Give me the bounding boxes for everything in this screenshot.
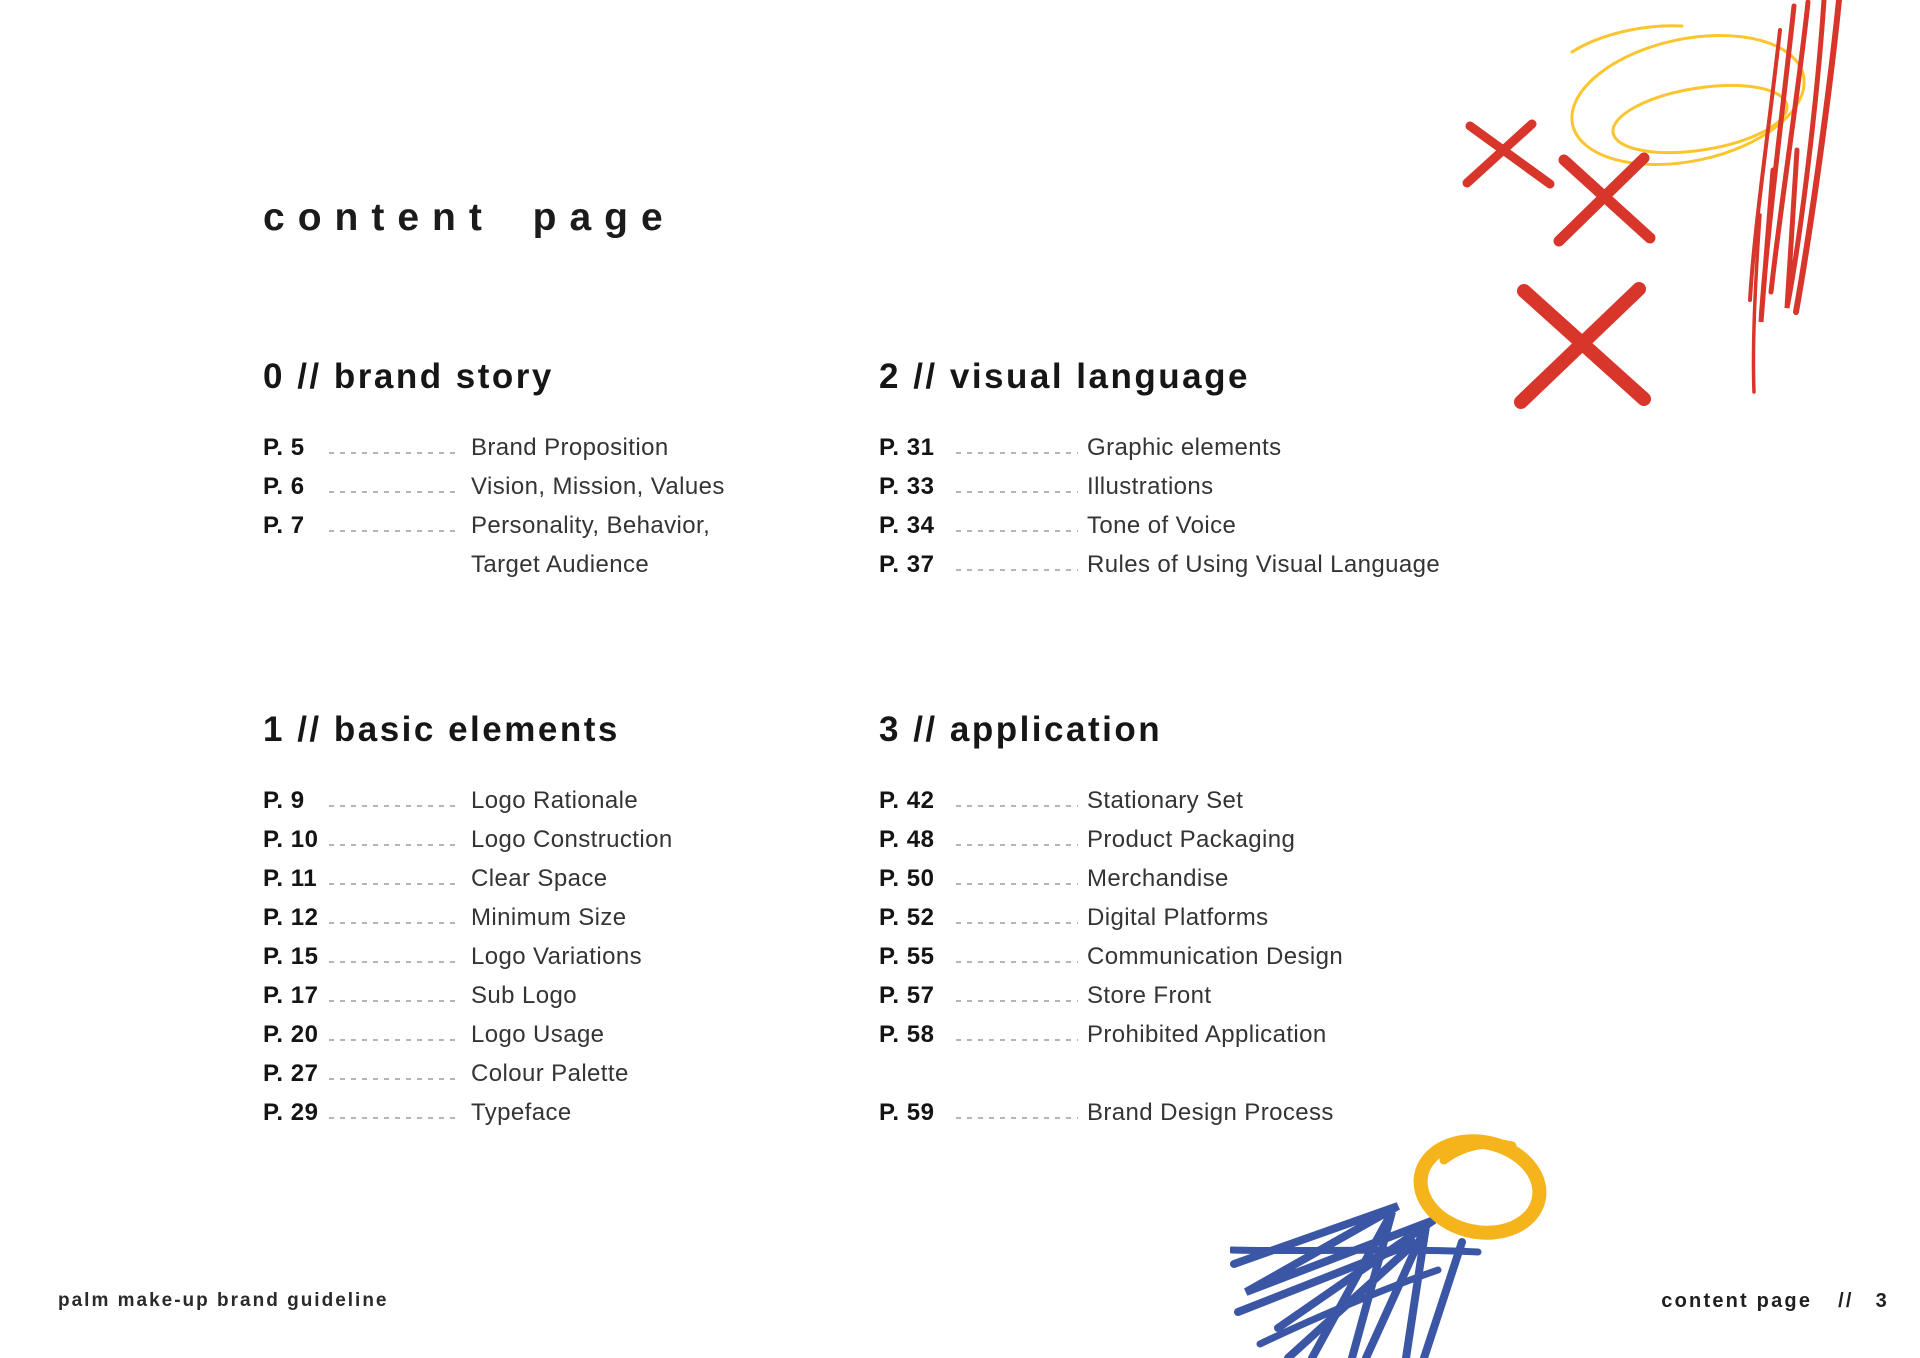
toc-entry — [879, 859, 1559, 898]
toc-page-number: P. 27 — [263, 1059, 319, 1087]
toc-entry — [879, 506, 1559, 545]
toc-leader-line — [329, 922, 455, 924]
toc-leader-line — [329, 883, 455, 885]
toc-entry-label: Brand Proposition — [471, 433, 669, 461]
toc-page-number: P. 33 — [879, 472, 935, 500]
toc-leader-line — [329, 1078, 455, 1080]
toc-entry — [879, 428, 1559, 467]
toc-entry — [263, 898, 843, 937]
toc-entry-label: Logo Usage — [471, 1020, 605, 1048]
toc-entry-label: Product Packaging — [1087, 825, 1296, 853]
toc-leader-line — [329, 1039, 455, 1041]
toc-entry-label: Personality, Behavior, — [471, 511, 711, 539]
red-x-mark-icon — [1467, 124, 1550, 184]
toc-entry-label: Logo Variations — [471, 942, 642, 970]
toc-entry-label: Digital Platforms — [1087, 903, 1269, 931]
toc-list — [879, 428, 1559, 584]
toc-entry — [879, 1015, 1559, 1054]
toc-leader-line — [956, 805, 1078, 807]
section-brand-story — [263, 356, 843, 584]
toc-page-number: P. 7 — [263, 511, 305, 539]
toc-leader-line — [956, 883, 1078, 885]
toc-leader-line — [329, 844, 455, 846]
toc-entry — [263, 820, 843, 859]
toc-leader-line — [956, 844, 1078, 846]
toc-spacer — [879, 1054, 1559, 1093]
toc-entry-label: Graphic elements — [1087, 433, 1282, 461]
toc-entry — [263, 1093, 843, 1132]
toc-entry-label: Illustrations — [1087, 472, 1214, 500]
toc-page-number: P. 59 — [879, 1098, 935, 1126]
toc-page-number: P. 57 — [879, 981, 935, 1009]
toc-entry-label: Tone of Voice — [1087, 511, 1237, 539]
toc-entry — [263, 1054, 843, 1093]
toc-page-number: P. 20 — [263, 1020, 319, 1048]
footer-page-indicator — [1661, 1290, 1889, 1313]
toc-leader-line — [329, 805, 455, 807]
toc-leader-line — [329, 530, 455, 532]
blue-zigzag-scribble-icon — [1232, 1206, 1478, 1358]
section-heading: 0 // brand story — [263, 357, 554, 396]
toc-page-number: P. 37 — [879, 550, 935, 578]
toc-leader-line — [329, 1000, 455, 1002]
toc-entry-continuation — [263, 545, 843, 584]
section-basic-elements — [263, 709, 843, 1132]
toc-entry-label: Logo Construction — [471, 825, 673, 853]
toc-page-number: P. 58 — [879, 1020, 935, 1048]
toc-page-number: P. 31 — [879, 433, 935, 461]
toc-entry — [263, 467, 843, 506]
toc-leader-line — [956, 1117, 1078, 1119]
toc-page-number: P. 42 — [879, 786, 935, 814]
toc-leader-line — [956, 1000, 1078, 1002]
toc-entry-label: Communication Design — [1087, 942, 1344, 970]
toc-leader-line — [956, 922, 1078, 924]
toc-page-number: P. 10 — [263, 825, 319, 853]
toc-page-number: P. 52 — [879, 903, 935, 931]
toc-entry-label: Sub Logo — [471, 981, 577, 1009]
toc-page-number: P. 55 — [879, 942, 935, 970]
toc-entry — [263, 506, 843, 545]
toc-leader-line — [329, 491, 455, 493]
toc-page-number: P. 48 — [879, 825, 935, 853]
toc-entry — [879, 467, 1559, 506]
toc-page-number: P. 6 — [263, 472, 305, 500]
toc-entry-label: Minimum Size — [471, 903, 627, 931]
section-heading: 2 // visual language — [879, 357, 1250, 396]
page-title: content page — [263, 196, 676, 239]
toc-entry — [263, 976, 843, 1015]
toc-entry — [263, 781, 843, 820]
toc-entry-label: Logo Rationale — [471, 786, 639, 814]
toc-leader-line — [956, 491, 1078, 493]
toc-list — [263, 781, 843, 1132]
page-footer — [0, 1290, 1920, 1320]
toc-page-number: P. 9 — [263, 786, 305, 814]
yellow-circle-scribble-icon — [1412, 1131, 1548, 1244]
toc-entry-label: Target Audience — [471, 550, 650, 578]
section-heading: 3 // application — [879, 710, 1163, 749]
toc-entry-label: Merchandise — [1087, 864, 1229, 892]
toc-entry-label: Vision, Mission, Values — [471, 472, 725, 500]
toc-entry — [879, 937, 1559, 976]
toc-page-number: P. 29 — [263, 1098, 319, 1126]
toc-entry — [879, 820, 1559, 859]
section-application — [879, 709, 1559, 1132]
bottom-right-scribble-decoration — [1230, 1130, 1920, 1358]
toc-leader-line — [956, 530, 1078, 532]
toc-entry — [263, 1015, 843, 1054]
toc-entry — [263, 937, 843, 976]
toc-entry-label: Typeface — [471, 1098, 572, 1126]
footer-section-label: content page — [1661, 1290, 1813, 1312]
toc-page-number: P. 15 — [263, 942, 319, 970]
footer-page-number: 3 — [1875, 1290, 1889, 1312]
toc-entry — [879, 545, 1559, 584]
toc-entry — [879, 781, 1559, 820]
yellow-loop-scribble-icon — [1560, 16, 1816, 184]
toc-page-number: P. 12 — [263, 903, 319, 931]
toc-list — [879, 781, 1559, 1132]
toc-entry-label: Stationary Set — [1087, 786, 1244, 814]
section-heading: 1 // basic elements — [263, 710, 620, 749]
toc-leader-line — [329, 961, 455, 963]
toc-entry-label: Store Front — [1087, 981, 1212, 1009]
toc-leader-line — [956, 961, 1078, 963]
footer-document-title: palm make-up brand guideline — [58, 1290, 389, 1311]
toc-page-number: P. 11 — [263, 864, 318, 892]
toc-leader-line — [329, 452, 455, 454]
toc-leader-line — [329, 1117, 455, 1119]
red-vertical-scribble-icon — [1750, 0, 1839, 392]
toc-entry-label: Clear Space — [471, 864, 608, 892]
toc-page-number: P. 5 — [263, 433, 305, 461]
toc-page-number: P. 50 — [879, 864, 935, 892]
toc-entry — [879, 976, 1559, 1015]
toc-leader-line — [956, 452, 1078, 454]
toc-entry-label: Rules of Using Visual Language — [1087, 550, 1441, 578]
toc-list — [263, 428, 843, 584]
toc-entry-label: Prohibited Application — [1087, 1020, 1327, 1048]
footer-separator: // — [1838, 1290, 1854, 1312]
toc-entry — [879, 1093, 1559, 1132]
toc-leader-line — [956, 1039, 1078, 1041]
toc-page-number: P. 34 — [879, 511, 935, 539]
toc-entry — [879, 898, 1559, 937]
toc-leader-line — [956, 569, 1078, 571]
toc-entry-label: Colour Palette — [471, 1059, 629, 1087]
section-visual-language — [879, 356, 1559, 584]
toc-entry — [263, 428, 843, 467]
red-x-mark-icon — [1559, 158, 1650, 241]
toc-entry — [263, 859, 843, 898]
toc-page-number: P. 17 — [263, 981, 319, 1009]
toc-entry-label: Brand Design Process — [1087, 1098, 1334, 1126]
